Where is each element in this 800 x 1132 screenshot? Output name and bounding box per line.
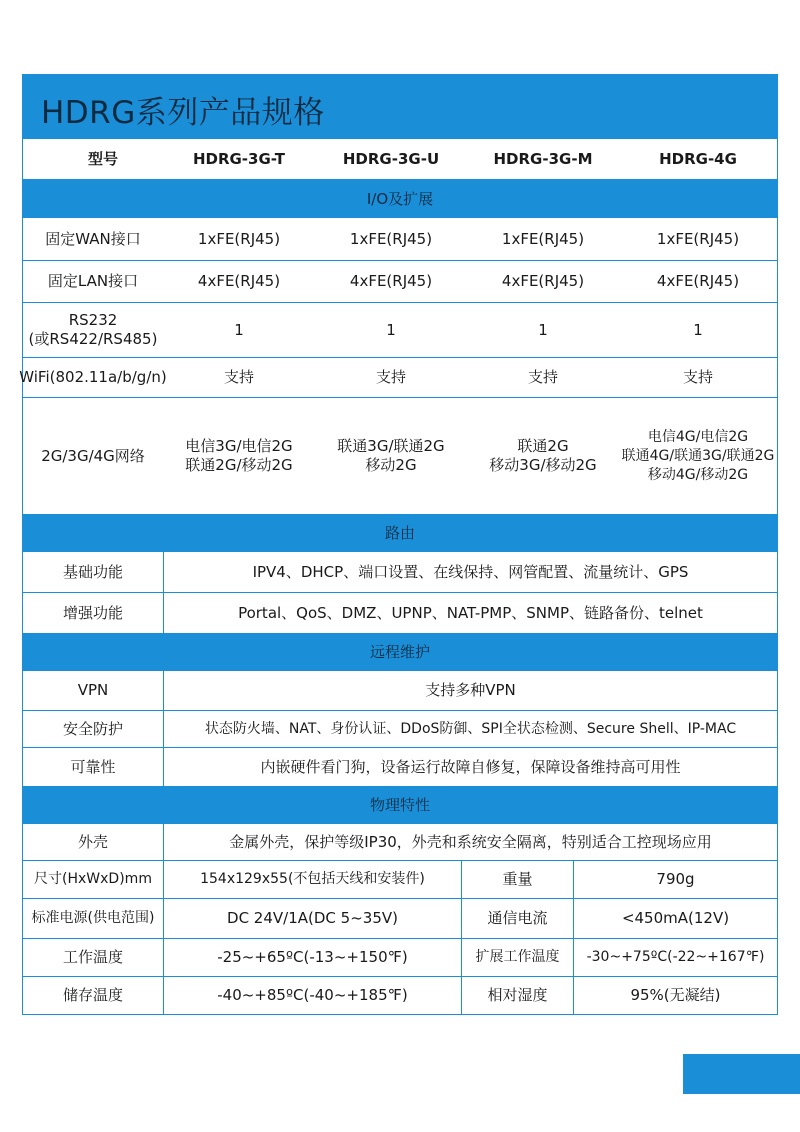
row-label: 外壳 — [77, 832, 108, 851]
section-title: 路由 — [384, 523, 415, 542]
row-label: 基础功能 — [62, 562, 123, 581]
table-row — [23, 861, 777, 899]
table-cell: <450mA(12V) — [573, 899, 777, 938]
row-label: 相对湿度 — [461, 977, 573, 1014]
section-title: I/O及扩展 — [366, 189, 434, 208]
row-label: 安全防护 — [62, 719, 123, 738]
table-row — [23, 711, 777, 748]
table-cell: 4xFE(RJ45) — [197, 272, 281, 290]
row-label: 重量 — [461, 861, 573, 898]
table-cell: IPV4、DHCP、端口设置、在线保持、网管配置、流量统计、GPS — [163, 552, 777, 592]
table-cell: 95%(无凝结) — [573, 977, 777, 1014]
table-cell: 154x129x55(不包括天线和安装件) — [163, 861, 461, 898]
table-row — [23, 899, 777, 939]
row-label: 尺寸(HxWxD)mm — [34, 871, 152, 887]
cell-line: 电信3G/电信2G — [185, 437, 293, 455]
model-header-row — [23, 139, 777, 180]
table-cell — [315, 398, 467, 514]
table-cell: 1xFE(RJ45) — [501, 229, 585, 248]
table-cell — [619, 398, 777, 514]
table-row — [23, 593, 777, 633]
table-cell: 4xFE(RJ45) — [656, 272, 740, 290]
row-label: 通信电流 — [461, 899, 573, 938]
section-title: 远程维护 — [369, 642, 430, 661]
row-label: 储存温度 — [62, 986, 123, 1004]
table-cell: 支持 — [375, 368, 406, 386]
row-label-line: RS232 — [68, 311, 118, 329]
table-row — [23, 824, 777, 861]
table-cell: DC 24V/1A(DC 5~35V) — [163, 899, 461, 938]
table-cell: 支持多种VPN — [163, 671, 777, 710]
table-cell: -30~+75ºC(-22~+167℉) — [573, 939, 777, 976]
row-label: VPN — [77, 681, 109, 699]
table-row — [23, 671, 777, 711]
row-label: 固定WAN接口 — [45, 229, 141, 248]
table-cell: 1xFE(RJ45) — [349, 229, 433, 248]
table-row — [19, 358, 777, 398]
table-cell: 1 — [538, 320, 548, 339]
section-title: 物理特性 — [369, 795, 430, 814]
table-cell: 状态防火墙、NAT、身份认证、DDoS防御、SPI全状态检测、Secure Shell、IP-MAC — [163, 711, 777, 747]
row-label: 工作温度 — [62, 948, 123, 966]
section-band-maintenance — [23, 633, 777, 671]
table-row — [23, 748, 777, 786]
cell-line: 移动3G/移动2G — [489, 456, 597, 474]
row-label: WiFi(802.11a/b/g/n) — [19, 368, 167, 386]
table-cell: Portal、QoS、DMZ、UPNP、NAT-PMP、SNMP、链路备份、telnet — [163, 593, 777, 633]
table-cell: 支持 — [223, 368, 254, 386]
row-label-line: (或RS422/RS485) — [28, 330, 158, 348]
cell-line: 移动2G — [365, 456, 417, 474]
row-label: 增强功能 — [62, 603, 123, 622]
table-row — [23, 552, 777, 593]
table-cell — [467, 398, 619, 514]
cell-line: 联通3G/联通2G — [337, 437, 445, 455]
table-cell: 支持 — [527, 368, 558, 386]
table-row — [23, 939, 777, 977]
table-cell: 金属外壳，保护等级IP30，外壳和系统安全隔离，特别适合工控现场应用 — [163, 824, 777, 860]
table-row — [23, 398, 777, 514]
table-row — [23, 261, 777, 303]
model-name: HDRG-3G-U — [342, 149, 440, 168]
table-cell: 支持 — [682, 368, 713, 386]
section-band-routing — [23, 514, 777, 552]
corner-accent-block — [683, 1054, 800, 1094]
table-row — [23, 218, 777, 261]
table-cell: 1 — [234, 320, 244, 339]
model-name: HDRG-3G-T — [192, 149, 286, 168]
cell-line: 联通2G/移动2G — [185, 456, 293, 474]
cell-line: 移动4G/移动2G — [647, 466, 749, 483]
row-label: 2G/3G/4G网络 — [41, 446, 145, 465]
row-label — [23, 303, 163, 357]
table-cell: 790g — [573, 861, 777, 898]
cell-line: 电信4G/电信2G — [647, 428, 749, 445]
table-cell: 1 — [386, 320, 396, 339]
row-label: 可靠性 — [70, 757, 116, 776]
table-cell: 4xFE(RJ45) — [349, 272, 433, 290]
table-cell: 内嵌硬件看门狗，设备运行故障自修复，保障设备维持高可用性 — [163, 748, 777, 786]
model-label: 型号 — [87, 149, 118, 168]
cell-line: 联通4G/联通3G/联通2G — [621, 447, 775, 464]
table-cell: 4xFE(RJ45) — [501, 272, 585, 290]
model-name: HDRG-3G-M — [493, 149, 593, 168]
table-row — [23, 977, 777, 1014]
model-name: HDRG-4G — [659, 149, 737, 168]
section-band-io — [23, 180, 777, 218]
row-label: 扩展工作温度 — [461, 939, 573, 976]
row-label: 固定LAN接口 — [47, 272, 139, 290]
table-cell: -25~+65ºC(-13~+150℉) — [163, 939, 461, 976]
page-title: HDRG系列产品规格 — [41, 95, 325, 131]
table-cell: -40~+85ºC(-40~+185℉) — [163, 977, 461, 1014]
table-cell: 1xFE(RJ45) — [197, 229, 281, 248]
title-bar — [23, 75, 777, 139]
table-row — [23, 303, 777, 358]
table-cell: 1xFE(RJ45) — [656, 229, 740, 248]
table-cell — [163, 398, 315, 514]
section-band-physical — [23, 786, 777, 824]
row-label: 标准电源(供电范围) — [31, 910, 155, 926]
spec-table — [19, 74, 778, 1015]
cell-line: 联通2G — [517, 437, 569, 455]
table-cell: 1 — [693, 320, 703, 339]
